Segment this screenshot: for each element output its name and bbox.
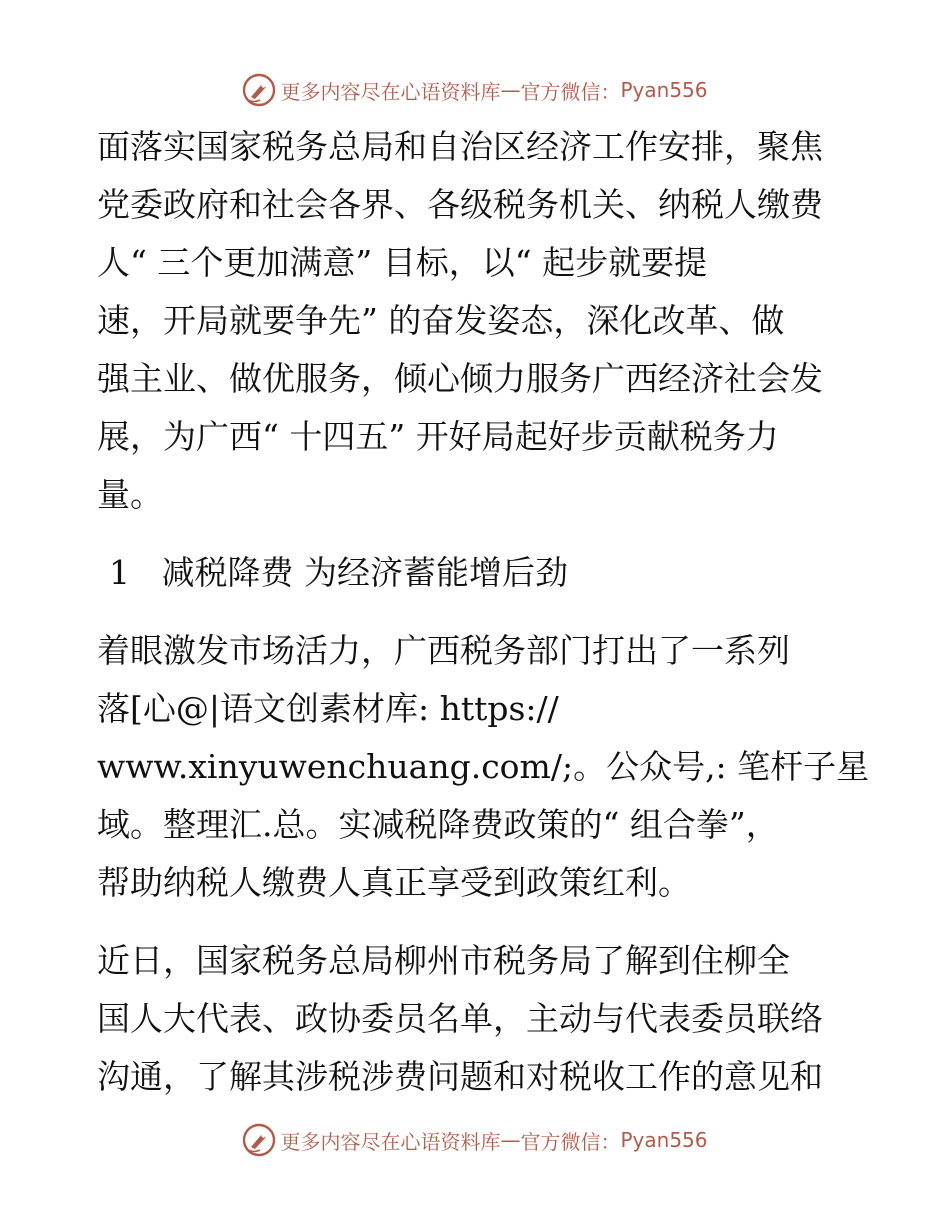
banner-text: 更多内容尽在心语资料库 [280, 1129, 501, 1154]
header-banner [0, 70, 950, 110]
section-number: 1 [109, 553, 130, 592]
text-line: 人“ 三个更加满意” 目标，以“ 起步就要提 [97, 243, 708, 282]
text-line: 强主业、做优服务，倾心倾力服务广西经济社会发 [97, 359, 823, 398]
text-line: 展，为广西“ 十四五” 开好局起好步贡献税务力 [97, 417, 779, 456]
text-line: 党委政府和社会各界、各级税务机关、纳税人缴费 [97, 185, 823, 224]
document-body [97, 118, 870, 1106]
paragraph-1 [97, 118, 867, 524]
text-line: 国人大代表、政协委员名单，主动与代表委员联络 [97, 999, 823, 1038]
banner-separator: — [500, 78, 521, 102]
footer-banner [0, 1120, 950, 1160]
text-line: 落[心@|语文创素材库: https:// [97, 689, 559, 728]
pen-nib-icon [242, 73, 276, 107]
paragraph-2 [97, 622, 870, 912]
text-line: 近日，国家税务总局柳州市税务局了解到住柳全 [97, 941, 790, 980]
text-line: 沟通，了解其涉税涉费问题和对税收工作的意见和 [97, 1057, 823, 1096]
section-title: 减税降费 为经济蓄能增后劲 [161, 553, 568, 592]
banner-wechat-id: Pyan556 [620, 78, 708, 102]
section-heading [97, 544, 867, 602]
banner-wechat-label: 官方微信： [520, 1129, 621, 1154]
text-line: www.xinyuwenchuang.com/;。公众号,: 笔杆子星 [97, 747, 870, 786]
text-line: 面落实国家税务总局和自治区经济工作安排，聚焦 [97, 127, 823, 166]
banner-wechat-id: Pyan556 [620, 1128, 708, 1152]
pen-nib-icon [242, 1123, 276, 1157]
banner-wechat-label: 官方微信： [520, 79, 621, 104]
banner-text: 更多内容尽在心语资料库 [280, 79, 501, 104]
text-line: 量。 [97, 475, 163, 514]
text-line: 着眼激发市场活力，广西税务部门打出了一系列 [97, 631, 790, 670]
paragraph-3 [97, 932, 867, 1106]
text-line: 速，开局就要争先” 的奋发姿态，深化改革、做 [97, 301, 785, 340]
text-line: 帮助纳税人缴费人真正享受到政策红利。 [97, 863, 691, 902]
text-line: 域。整理汇.总。实减税降费政策的“ 组合拳”， [97, 805, 779, 844]
banner-separator: — [500, 1128, 521, 1152]
